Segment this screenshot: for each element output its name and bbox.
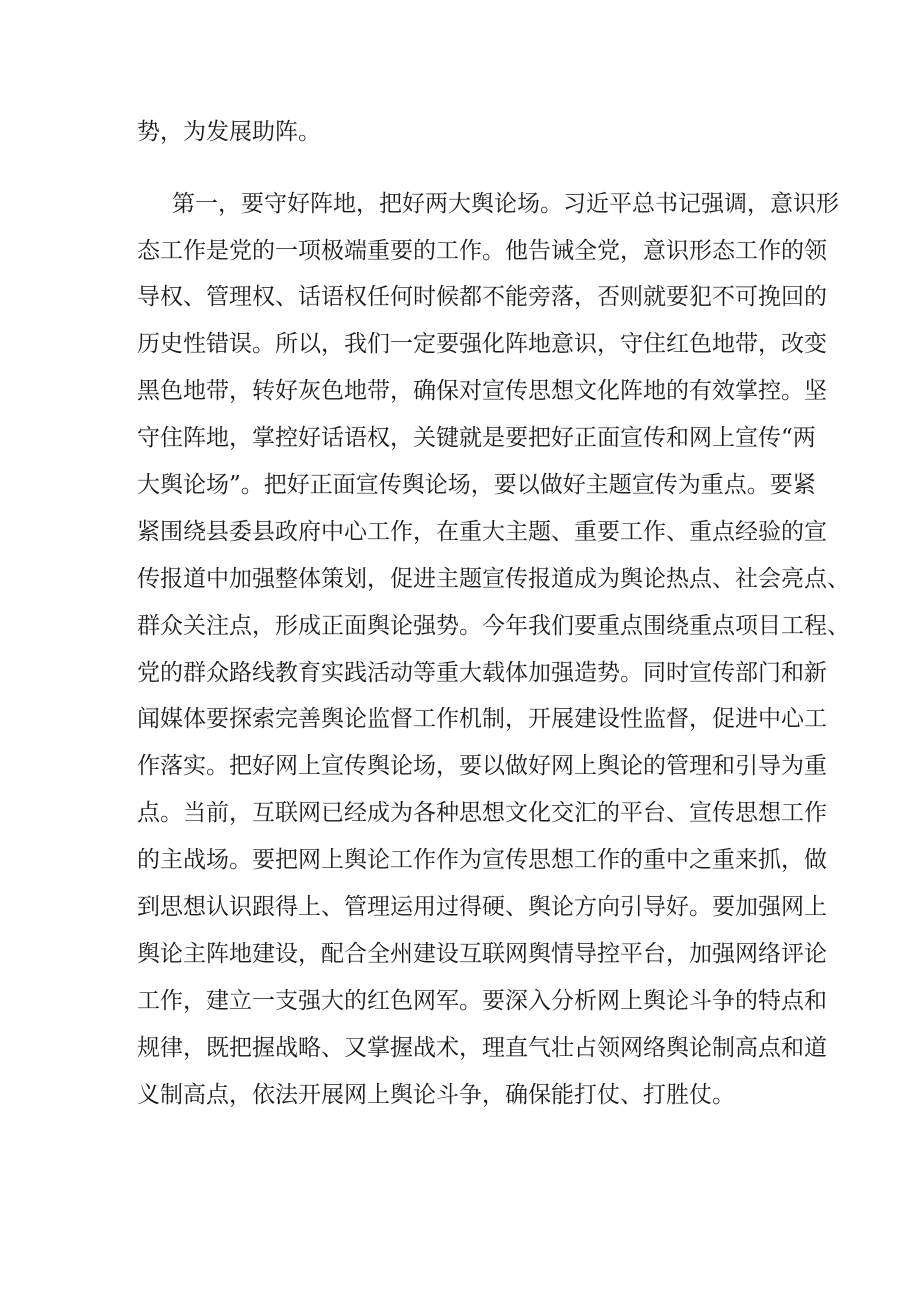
text-line: 传报道中加强整体策划，促进主题宣传报道成为舆论热点、社会亮点、 — [137, 566, 850, 592]
text-line: 点。当前，互联网已经成为各种思想文化交汇的平台、宣传思想工作 — [137, 800, 827, 826]
text-line: 工作，建立一支强大的红色网军。要深入分析网上舆论斗争的特点和 — [137, 988, 827, 1014]
text-line: 的主战场。要把网上舆论工作作为宣传思想工作的重中之重来抓，做 — [137, 847, 827, 873]
text-line: 态工作是党的一项极端重要的工作。他告诫全党，意识形态工作的领 — [137, 238, 827, 264]
text-line: 黑色地带，转好灰色地带，确保对宣传思想文化阵地的有效掌控。坚 — [137, 378, 827, 404]
text-line: 群众关注点，形成正面舆论强势。今年我们要重点围绕重点项目工程、 — [137, 613, 850, 639]
text-line: 党的群众路线教育实践活动等重大载体加强造势。同时宣传部门和新 — [137, 660, 827, 686]
text-line-tail: 势，为发展助阵。 — [137, 119, 321, 145]
text-line: 舆论主阵地建设，配合全州建设互联网舆情导控平台，加强网络评论 — [137, 941, 827, 967]
text-line: 义制高点，依法开展网上舆论斗争，确保能打仗、打胜仗。 — [137, 1082, 735, 1108]
text-line: 导权、管理权、话语权任何时候都不能旁落，否则就要犯不可挽回的 — [137, 284, 827, 310]
text-line: 作落实。把好网上宣传舆论场，要以做好网上舆论的管理和引导为重 — [137, 753, 827, 779]
text-line: 规律，既把握战略、又掌握战术，理直气壮占领网络舆论制高点和道 — [137, 1035, 827, 1061]
text-line: 大舆论场”。把好正面宣传舆论场，要以做好主题宣传为重点。要紧 — [137, 472, 816, 498]
text-line: 历史性错误。所以，我们一定要强化阵地意识，守住红色地带，改变 — [137, 331, 827, 357]
text-line: 紧围绕县委县政府中心工作，在重大主题、重要工作、重点经验的宣 — [137, 519, 827, 545]
text-line: 守住阵地，掌控好话语权，关键就是要把好正面宣传和网上宣传“两 — [137, 425, 816, 451]
paragraph-first-line: 第一，要守好阵地，把好两大舆论场。习近平总书记强调，意识形 — [172, 191, 839, 217]
text-line: 到思想认识跟得上、管理运用过得硬、舆论方向引导好。要加强网上 — [137, 894, 827, 920]
text-line: 闻媒体要探索完善舆论监督工作机制，开展建设性监督，促进中心工 — [137, 706, 827, 732]
